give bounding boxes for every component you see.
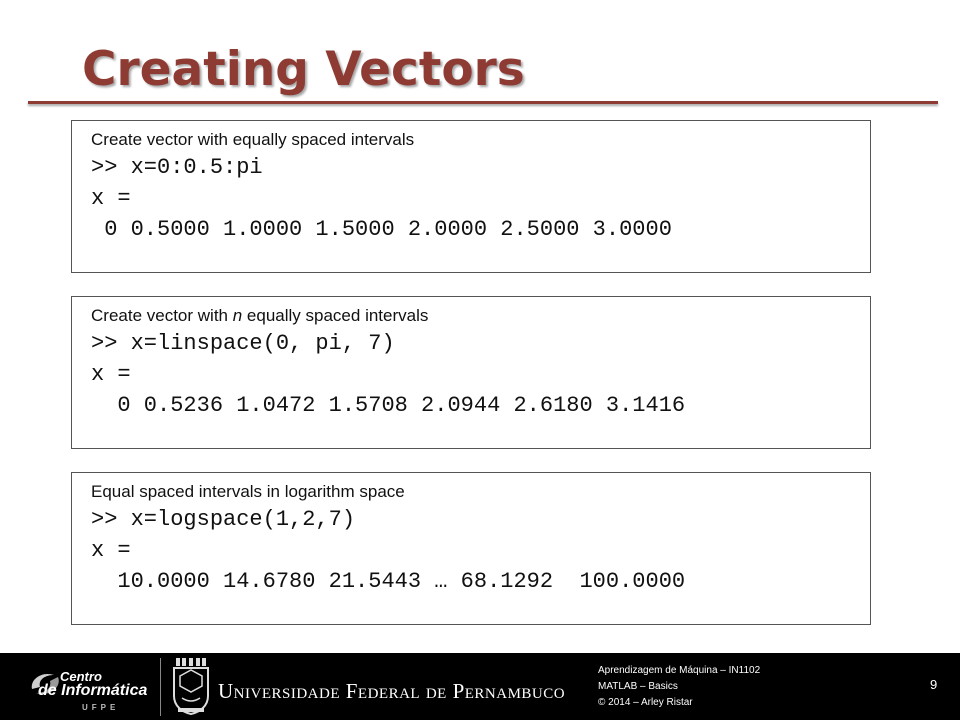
- output-values: 0 0.5236 1.0472 1.5708 2.0944 2.6180 3.1416: [91, 393, 686, 418]
- command-line: >> x=logspace(1,2,7): [91, 507, 356, 532]
- box-caption: [91, 304, 870, 328]
- cin-logo-line1: Centro: [60, 669, 102, 684]
- title-underline: [28, 101, 938, 104]
- topic-name: MATLAB – Basics: [598, 681, 678, 692]
- box-caption: [91, 480, 870, 504]
- output-values: 10.0000 14.6780 21.5443 … 68.1292 100.0000: [91, 569, 686, 594]
- caption-text-suffix: equally spaced intervals: [242, 306, 429, 325]
- cin-logo-line3: UFPE: [82, 703, 120, 712]
- footer-bar: [0, 653, 960, 720]
- caption-italic-n: n: [232, 306, 243, 325]
- ufpe-crest-icon: [170, 656, 212, 718]
- caption-text: Equal spaced intervals in logarithm space: [91, 482, 405, 501]
- footer-divider: [160, 658, 161, 716]
- cin-logo: [20, 661, 158, 713]
- caption-text: Create vector with: [91, 306, 233, 325]
- copyright-text: © 2014 – Arley Ristar: [598, 697, 693, 708]
- code-box-linspace: [71, 296, 871, 449]
- code-box-colon-operator: [71, 120, 871, 273]
- command-line: >> x=0:0.5:pi: [91, 155, 263, 180]
- command-line: >> x=linspace(0, pi, 7): [91, 331, 395, 356]
- course-name: Aprendizagem de Máquina – IN1102: [598, 665, 761, 676]
- output-values: 0 0.5000 1.0000 1.5000 2.0000 2.5000 3.0000: [91, 217, 672, 242]
- page-number: 9: [930, 677, 938, 692]
- slide-title: Creating Vectors: [82, 42, 525, 97]
- box-caption: [91, 128, 870, 152]
- output-label: x =: [91, 538, 131, 563]
- output-label: x =: [91, 362, 131, 387]
- code-box-logspace: [71, 472, 871, 625]
- caption-text: Create vector with equally spaced intervals: [91, 130, 415, 149]
- university-name: Universidade Federal de Pernambuco: [218, 679, 566, 703]
- output-label: x =: [91, 186, 131, 211]
- cin-logo-line2: de Informática: [38, 682, 148, 699]
- footer-course-info: [598, 663, 760, 711]
